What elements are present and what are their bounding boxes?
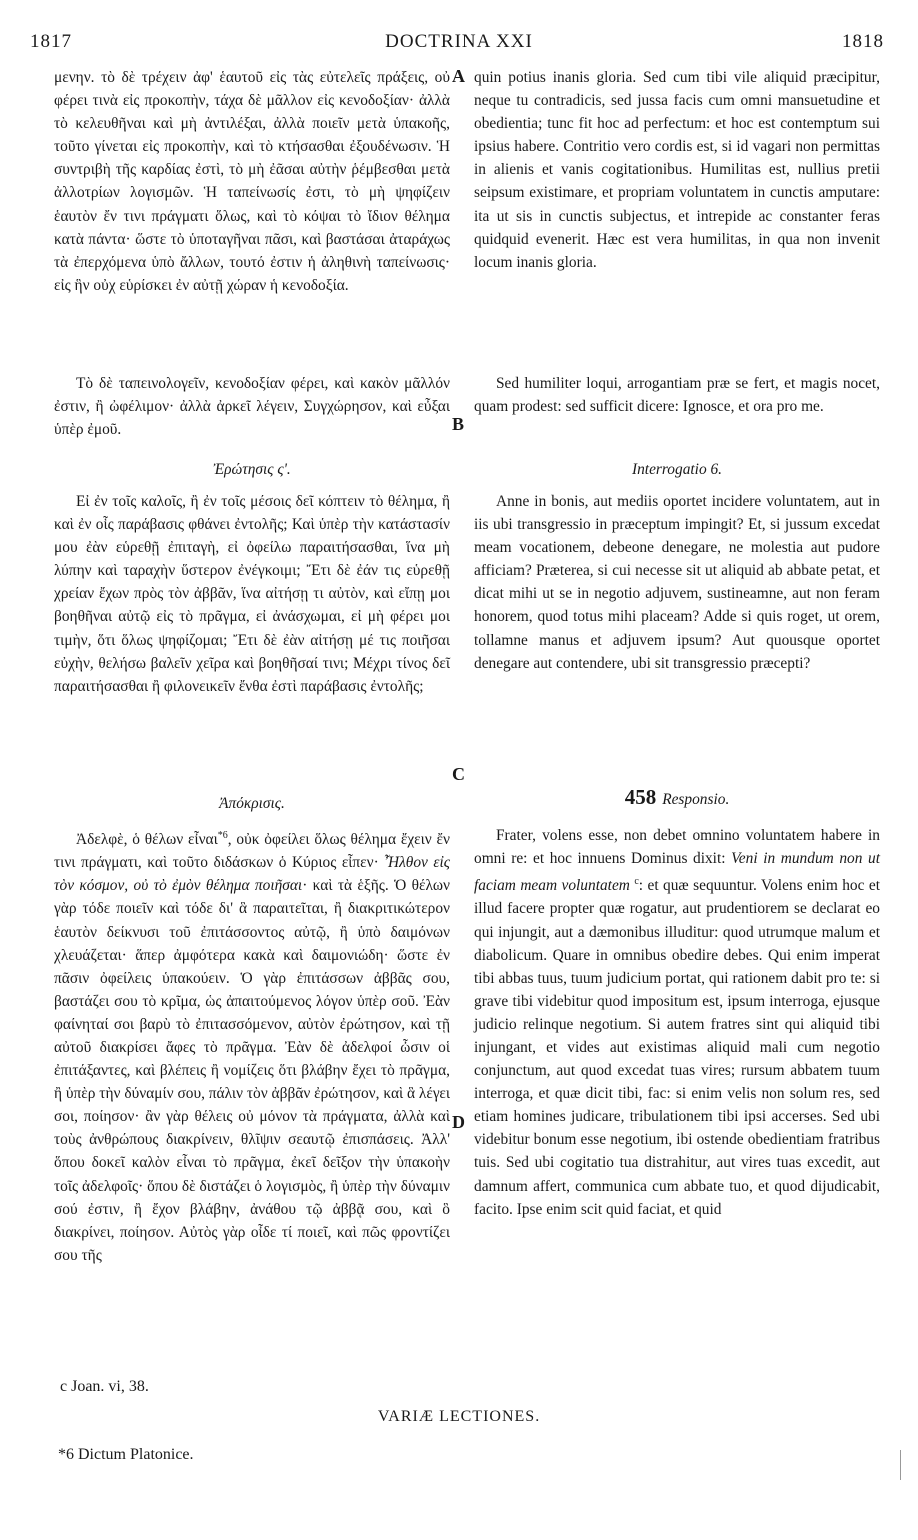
column-number: 458 xyxy=(624,785,657,809)
greek-paragraph-1: μενην. τὸ δὲ τρέχειν ἀφ' ἑαυτοῦ εἰς τὰς εὐτελεῖς πράξεις, οὐ φέρει τινὰ εἰς προκοπὴν, τάχα δὲ μᾶλλον εἰς κενοδοξίαν· ἀλλὰ τὸ κελευθῆναι καὶ μὴ ἀντιλέξαι, ἀλλὰ ποιεῖν μετὰ ὑπακοῆς, τοῦτο γίνεται εἰς προκοπὴν, καὶ τὸ κτήσασθαι ἐξουδένωσιν. Ἡ συντριβὴ τῆς καρδίας ἐστὶ, τὸ μὴ ἐᾶσαι αὐτὴν ῥέμβεσθαι μετὰ ἀλλοτρίων λογισμῶν. Ἡ ταπείνωσίς ἐστι, τὸ μὴ ψηφίζειν ἑαυτὸν ἔν τινι πράγματι ὅλως, καὶ τὸ κόψαι τὸ ἴδιον θέλημα κατὰ πάντα· ὥστε τὸ ὑποταγῆναι πᾶσι, καὶ βαστάσαι ἀταράχως τὰ ἐπερχόμενα ὑπὸ ἄλλων, τουτό ἐστιν ἡ ἀληθινὴ ταπείνωσις· εἰς ἣν οὐχ εὑρίσκει ἐν αὐτῇ χώραν ἡ κενοδοξία. xyxy=(54,69,450,294)
margin-letter-d: D xyxy=(452,1112,465,1132)
page-number-left: 1817 xyxy=(30,31,72,52)
latin-answer-lead: Frater, volens esse, non debet omnino voluntatem habere in omni re: et hoc innuens Dominus dixit: xyxy=(474,827,880,868)
margin-letter-a: A xyxy=(452,66,465,86)
greek-question-text: Εἰ ἐν τοῖς καλοῖς, ἢ ἐν τοῖς μέσοις δεῖ κόπτειν τὸ θέλημα, ἢ καὶ ἐν οἷς παράβασις φθάνει ἐντολῆς; Καὶ ὑπὲρ τὴν κατάστασίν μου ἐὰν εὑρεθῇ ἐπιταγὴ, εἰ ὀφείλω παραιτήσασθαι, ἵνα μὴ λύπην καὶ ταραχὴν ὕστερον ἐνέγκοιμι; Ἔτι δὲ ἐάν τις εὑρεθῇ χρείαν ἔχων πρὸς τὸν ἀββᾶν, ἵνα αἰτήσῃ τι αὐτὸν, καὶ εἴπῃ μοι βοηθῆναι αὐτῷ εἰς τὸ πρᾶγμα, εἰ ἀνάσχωμαι, εἰ μὴ φέρει μοι τιμὴν, ὅτι ὅλως ψηφίζομαι; Ἔτι δὲ ἐὰν αἰτήσῃ μέ τις ποιῆσαι εὐχὴν, θελήσω βαλεῖν χεῖρα καὶ βοηθῆσαί τινι; Μέχρι τίνος δεῖ παραιτήσασθαι ἢ φιλονεικεῖν ἔνθα ἐστὶ παράβασις ἐντολῆς; xyxy=(54,493,450,695)
latin-paragraph-2: Sed humiliter loqui, arrogantiam præ se fert, et magis nocet, quam prodest: sed sufficit dicere: Ignosce, et ora pro me. xyxy=(474,375,880,416)
variant-note-marker: *6 xyxy=(217,830,228,841)
greek-paragraph-2: Τὸ δὲ ταπεινολογεῖν, κενοδοξίαν φέρει, καὶ κακὸν μᾶλλόν ἐστιν, ἢ ὠφέλιμον· ἀλλὰ ἀρκεῖ λέγειν, Συγχώρησον, καὶ εὖξαι ὑπὲρ ἐμοῦ. xyxy=(54,375,450,439)
latin-answer-text xyxy=(474,824,880,1221)
page-number-right: 1818 xyxy=(842,31,884,52)
greek-scripture-quote: Ἦλθον εἰς τὸν κόσμον, οὐ τὸ ἐμὸν θέλημα ποιῆσαι xyxy=(54,854,450,895)
variae-lectiones-title: VARIÆ LECTIONES. xyxy=(377,1408,541,1425)
latin-question-text: Anne in bonis, aut mediis oportet incidere voluntatem, aut in iis ubi transgressio in præceptum impingit? Et, si jussum excedat meam vocationem, debeone denegare, ne molestia aut pudore afficiam? Præterea, si cui necesse sit ut aliquid ab abbate petat, et dicat mihi ut se in negotio adjuvem, sustineamne, aut non feram honorem, quod totus mihi placeam? Adde si quis roget, ut orem, tollamne manus et adjuvem ipsum? Aut quousque oportet denegare aut contendere, ubi sit transgressio præcepti? xyxy=(474,493,880,672)
edge-mark xyxy=(900,1450,901,1480)
margin-letter-c: C xyxy=(452,764,465,784)
greek-answer-heading: Ἀπόκρισις. xyxy=(219,795,285,812)
footnote-marker: c xyxy=(634,876,639,888)
greek-answer-opening: Ἀδελφὲ, ὁ θέλων εἶναι xyxy=(76,831,218,849)
latin-paragraph-1: quin potius inanis gloria. Sed cum tibi vile aliquid præcipitur, neque tu contradicis, sed jussa facis cum omni mansuetudine et obedientia; tunc fit hoc ad perfectum: et hoc est contemptum sui ipsius habere. Contritio vero cordis est, si id vagari non permittas in alienis et vanis cogitationibus. Humilitas est, nullius pretii seipsum existimare, et propriam voluntatem in cunctis amputare: ita ut sis in cunctis subjectus, et intrepide ac constanter feras quidquid evenerit. Hæc est vera humilitas, in qua non invenit locum inanis gloria. xyxy=(474,69,880,271)
greek-answer-body: · καὶ τὰ ἑξῆς. Ὁ θέλων γὰρ τόδε ποιεῖν καὶ τόδε δι' ἃ παραιτεῖται, ἢ διακριτικώτερον ἑαυτὸν δείκνυσι τοῦ ἐπιτάσσοντος αὐτῷ, ἢ ὑπὸ δαιμόνων χλευάζεται· ἅπερ ἀμφότερα κακὰ καὶ δαιμονιώδη· ὥστε ἐν πᾶσιν ὀφείλεις ὑπακούειν. Ὁ γὰρ ἐπιτάσσων ἀββᾶς σου, βαστάζει σου τὸ κρῖμα, ὡς ἀπαιτούμενος λόγον ὑπὲρ σοῦ. Ἐὰν φαίνηταί σοι βαρὺ τὸ ἐπιτασσόμενον, αὐτὸν ἐρώτησον, καὶ τῇ αὐτοῦ διακρίσει ἄφες τὸ πρᾶγμα. Ἐὰν δὲ ἀδελφοί ὦσιν οἱ ἐπιτάξαντες, καὶ βλέπεις ἢ νομίζεις ὅτι βλάβην ἔχει τὸ πρᾶγμα, ἢ ὑπὲρ τὴν δύναμίν σου, πάλιν τὸν ἀββᾶν ἐρώτησον, καὶ ἃ λέγει σοι, ποίησον· ἂν γὰρ θέλεις οὐ μόνον τὰ πράγματα, ἀλλὰ καὶ τοὺς ἀνθρώπους διακρίνειν, θλῖψιν σεαυτῷ ἐπισπάσεις. Ἀλλ' ὅπου δοκεῖ καλὸν εἶναι τὸ πρᾶγμα, ἐκεῖ δεῖξον τὴν ὑπακοὴν τοῖς ἀδελφοῖς· ὅπου δὲ διστάζει ὁ λογισμὸς, ἢ ὑπὲρ τὴν δύναμιν σού ἐστιν, ἢ ἔχον βλάβην, ἀνάθου τῷ ἀββᾷ σου, καὶ ὃ διακρίνει, ποίησον. Αὐτὸς γὰρ οἶδε τί ποιεῖ, καὶ πῶς φροντίζει σου τῆς xyxy=(54,877,451,1264)
latin-answer-heading: Responsio. xyxy=(662,791,730,808)
variant-note: *6 Dictum Platonice. xyxy=(58,1446,194,1463)
latin-answer-body: : et quæ sequuntur. Volens enim hoc et illud facere propter quæ rogatur, aut prudentiorem se declarat eo qui injungit, aut a dæmonibus illuditur: quod utrumque malum et diabolicum. Quare in omnibus obedire debes. Qui enim imperat tibi abbas tuus, tuum judicium portat, qui rationem dabit pro te: si grave tibi videbitur quod impositum est, ipsum interroga, ejusque judicio relinque negotium. Si autem fratres sint qui aliquid tibi injungant, et vides aut existimas aliquid mali cum negotio conjunctum, aut quod excedat tuas vires; rursum abbatem tuum interroga, et quæ dicit tibi, fac: si enim velis non solum res, sed etiam homines judicare, tribulationem tibi ipsi accerses. Sed ubi videbitur bonum esse negotium, ibi ostende obedientiam fratribus tuis. Sed ubi cogitatio tua distrahitur, aut vires tuas excedit, aut damnum affert, communica cum abbate tuo, et quod dijudicabit, facito. Ipse enim scit quid faciat, et quid xyxy=(474,877,880,1218)
latin-answer-heading-line xyxy=(474,786,880,811)
latin-scripture-quote: Veni in mundum non ut faciam meam voluntatem xyxy=(474,850,880,895)
footnote: c Joan. vi, 38. xyxy=(60,1378,149,1395)
greek-answer-text xyxy=(54,824,450,1267)
latin-question-heading: Interrogatio 6. xyxy=(631,461,723,478)
greek-question-heading: Ἐρώτησις ς'. xyxy=(213,461,291,478)
running-title: DOCTRINA XXI xyxy=(385,31,533,52)
greek-answer-lead: , οὐκ ὀφείλει ὅλως θέλημα ἔχειν ἔν τινι πράγματι, καὶ τοῦτο διδάσκων ὁ Κύριος εἶπεν· xyxy=(54,831,450,872)
margin-letter-b: B xyxy=(452,414,465,434)
